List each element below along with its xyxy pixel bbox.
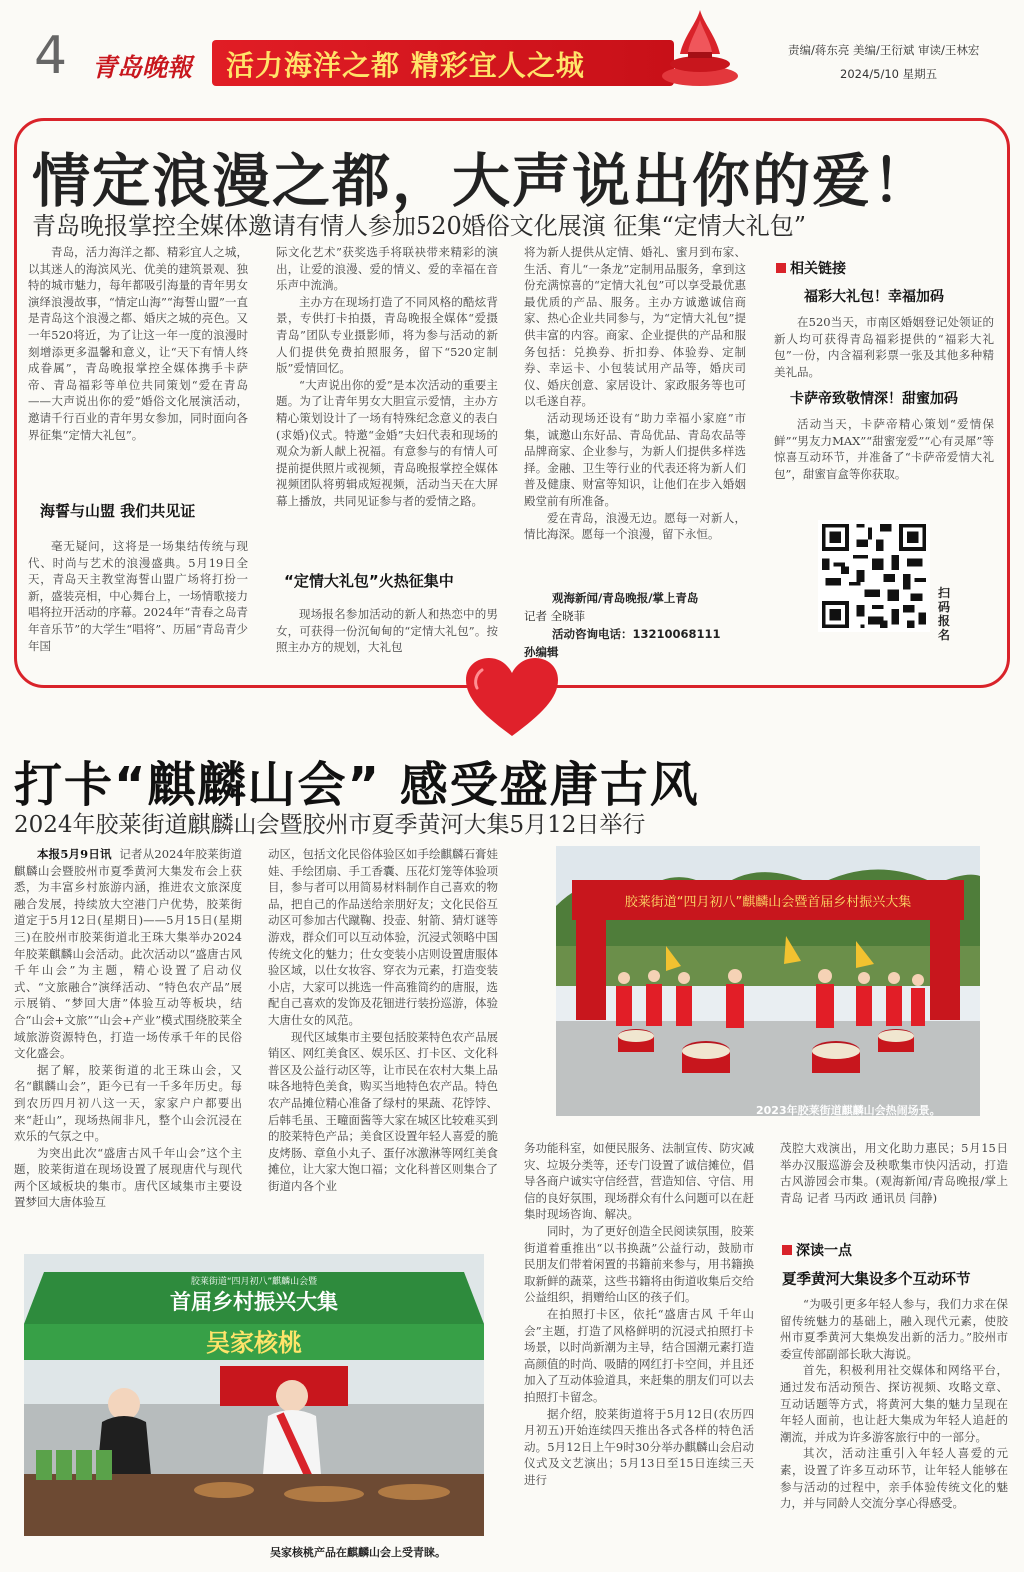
paragraph: 记者从2024年胶莱街道麒麟山会暨胶州市夏季黄河大集发布会上获悉，为丰富乡村旅游内涵，推进农文旅深度融合发展，持续放大空港门户优势，胶莱街道定于5月12日(星期日)——5月15日(星期三)在胶州市胶莱街道北王珠大集举办2024年胶莱麒麟山会活动。此次活动以“盛唐古风 千年山会”为主题，精心设置了启动仪式、“文旅融合”演绎活动、“特色农产品”展示展销、“梦回大唐”体验互动等板块，结合“山会+文旅”“山会+产业”模式围绕胶莱全域旅游资源特色，打造一场传承千年的民俗文化盛会。 [14, 847, 242, 1061]
paragraph: 现代区域集市主要包括胶莱特色农产品展销区、网红美食区、娱乐区、打卡区、文化科普区及公益行动区等，让市民在农村大集上品味各地特色美食，购买当地特色农产品。特色农产品摊位精心准备了绿村的果蔬、花饽饽、后韩毛虽、王疃面酱等大家在城区比较难买到的胶莱特色产品；美食区设置年轻人喜爱的脆皮烤肠、章鱼小丸子、蛋仔冰激淋等网红美食摊位，让大家大饱口福；文化科普区则集合了街道内各个业 [268, 1029, 498, 1193]
story1-subheadline: 青岛晚报掌控全媒体邀请有情人参加520婚俗文化展演 征集“定情大礼包” [32, 212, 806, 240]
paragraph: “大声说出你的爱”是本次活动的重要主题。为了让青年男女大胆宣示爱情，主办方精心策划设计了一场有特殊纪念意义的表白(求婚)仪式。特邀“金婚”夫妇代表和现场的观众为新人献上祝福。有意参与的有情人可提前提供照片或视频，青岛晚报掌控全媒体视频团队将剪辑成短视频，活动当天在大屏幕上播放，共同见证参与者的爱情之路。 [276, 377, 498, 508]
story1-subhead-b: “定情大礼包”火热征集中 [284, 572, 454, 590]
deep-read-title [782, 1240, 852, 1260]
paragraph: 活动现场还设有“助力幸福小家庭”市集，诚邀山东好品、青岛优品、青岛农品等品牌商家、企业参与，为新人们提供多样选择。金融、卫生等行业的代表还将为新人们普及健康、财富等知识，让他们在步入婚姻殿堂前有所准备。 [524, 410, 746, 508]
deep-read-body [780, 1296, 1008, 1558]
walnut-stall-image [24, 1254, 484, 1536]
sidebar-heading-2: 卡萨帝致敬情深！甜蜜加码 [790, 391, 958, 407]
story1-source: 观海新闻/青岛晚报/掌上青岛 [552, 591, 699, 605]
paragraph: 主办方在现场打造了不同风格的酷炫背景，专供打卡拍摄，青岛晚报全媒体“爱摄青岛”团队专业摄影师，将为参与活动的新人们提供免费拍照服务，留下“520定制版”爱情回忆。 [276, 294, 498, 376]
story1-col2-top [276, 244, 498, 562]
paragraph: 爱在青岛，浪漫无边。愿每一对新人，情比海深。愿每一个浪漫，留下永恒。 [524, 510, 746, 542]
paragraph: 活动当天，卡萨帝精心策划“爱情保鲜”“男友力MAX”“甜蜜宠爱”“心有灵犀”等惊喜互动环节，并准备了“卡萨帝爱情大礼包”，甜蜜盲盒等你获取。 [774, 417, 994, 481]
paragraph: “为吸引更多年轻人参与，我们力求在保留传统魅力的基础上，融入现代元素，使胶州市夏季黄河大集焕发出新的活力。”胶州市委宣传部副部长耿大海说。 [780, 1297, 1008, 1361]
red-square-icon [776, 263, 786, 273]
story2-col2 [268, 846, 498, 1248]
paragraph: 同时，为了更好创造全民阅读氛围，胶莱街道着重推出“以书换蔬”公益行动，鼓励市民朋友们带着闲置的书籍前来参与，用书籍换取新鲜的蔬菜，这些书籍将由街道收集后交给公益组织，捐赠给山区的孩子们。 [524, 1223, 754, 1305]
paragraph: 其次，活动注重引入年轻人喜爱的元素，设置了许多互动环节，让年轻人能够在参与活动的过程中，亲手体验传统文化的魅力，并与同龄人交流分享心得感受。 [780, 1446, 1008, 1511]
story1-col1-body [28, 538, 248, 658]
scan-to-register-label: 扫码报名 [938, 586, 951, 642]
dateline: 本报5月9日讯 [37, 847, 112, 861]
tower-logo-icon [660, 6, 740, 90]
paragraph: 茂腔大戏演出，用文化助力惠民；5月15日举办汉服巡游会及秧歌集市快闪活动，打造古风游园会市集。(观海新闻/青岛晚报/掌上青岛 记者 马丙政 通讯员 闫静) [780, 1141, 1008, 1205]
paragraph: 为突出此次“盛唐古风千年山会”这个主题，胶莱街道在现场设置了展现唐代与现代两个区域板块的集市。唐代区域集市主要设置梦回大唐体验互 [14, 1145, 242, 1210]
paragraph: 首先，积极利用社交媒体和网络平台，通过发布活动预告、探访视频、攻略文章、互动话题等方式，将黄河大集的魅力呈现在年轻人面前，也让赶大集成为年轻人追赶的潮流，并成为许多游客旅行中的一部分。 [780, 1363, 1008, 1444]
qr-code-icon[interactable] [818, 520, 930, 632]
story1-col2-bottom [276, 606, 498, 658]
story1-editor: 孙编辑 [524, 645, 559, 659]
masthead [0, 0, 1024, 108]
story1-reporter: 记者 全晓菲 [524, 609, 586, 623]
paragraph: 现场报名参加活动的新人和热恋中的男女，可获得一份沉甸甸的“定情大礼包”。按照主办方的规划，大礼包 [276, 607, 498, 655]
paragraph: 据了解，胶莱街道的北王珠山会，又名“麒麟山会”，距今已有一千多年历史。每到农历四月初八这一天，家家户户都要出来“赶山”，现场热闹非凡，整个山会沉浸在欢乐的气氛之中。 [14, 1062, 242, 1144]
deep-read-title-text: 深读一点 [796, 1243, 852, 1259]
story1-headline: 情定浪漫之都，大声说出你的爱！ [32, 147, 933, 215]
paragraph: 际文化艺术”获奖选手将联袂带来精彩的演出，让爱的浪漫、爱的情义、爱的幸福在音乐声中流淌。 [276, 245, 498, 293]
editor-credits: 责编/蒋东亮 美编/王衍斌 审读/王林宏 [788, 43, 980, 57]
tent-brand-text: 吴家核桃 [206, 1329, 302, 1357]
tent-banner-text: 首届乡村振兴大集 [170, 1290, 338, 1314]
heart-icon [462, 656, 562, 740]
story2-col4 [780, 1140, 1008, 1206]
paragraph: 据介绍，胶莱街道将于5月12日(农历四月初五)开始连续四天推出各式各样的特色活动。5月12日上午9时30分举办麒麟山会启动仪式及文艺演出；5月13日至15日连续三天进行 [524, 1406, 754, 1487]
story2-col3 [524, 1140, 754, 1556]
arch-banner-text: 胶莱街道“四月初八”麒麟山会暨首届乡村振兴大集 [624, 895, 912, 910]
publication-date: 2024/5/10 星期五 [840, 67, 938, 81]
sidebar-heading-1: 福彩大礼包！幸福加码 [804, 289, 944, 305]
story2-headline: 打卡“麒麟山会” 感受盛唐古风 [14, 757, 700, 813]
paragraph: 青岛，活力海洋之都、精彩宜人之城，以其迷人的海滨风光、优美的建筑景观、独特的城市魅力，每年都吸引海量的青年男女演绎浪漫故事，“情定山海”“海誓山盟”一直是青岛这个浪漫之都、婚庆之城的亮色。又一年520将近，为了让这一年一度的浪漫时刻增添更多温馨和意义，让“天下有情人终成眷属”，青岛晚报掌控全媒体携手卡萨帝、青岛福彩等单位共同策划“爱在青岛——大声说出你的爱”婚俗文化展演活动，邀请千行百业的青年男女参加，同时面向各界征集“定情大礼包”。 [28, 245, 248, 442]
story2-subheadline: 2024年胶莱街道麒麟山会暨胶州市夏季黄河大集5月12日举行 [14, 812, 646, 838]
paragraph: 将为新人提供从定情、婚礼、蜜月到布家、生活、育儿“一条龙”定制用品服务，拿到这份充满惊喜的“定情大礼包”可以享受最优惠最优质的产品、服务。主办方诚邀诚信商家、热心企业共同参与，为“定情大礼包”提供丰富的内容。商家、企业提供的产品和服务包括：兑换券、折扣券、体验券、定制券、幸运卡、小包装试用产品等，婚庆司仪、婚庆创意、家居设计、家政服务等也可以毛遂自荐。 [524, 245, 746, 409]
story1-hotline: 活动咨询电话：13210068111 [552, 627, 721, 641]
sidebar-paragraph-1 [774, 314, 994, 380]
sidebar-title-text: 相关链接 [790, 261, 846, 277]
paragraph: 在520当天，市南区婚姻登记处领证的新人均可获得青岛福彩提供的“福彩大礼包”一份，内含福利彩票一张及其他多种精美礼品。 [774, 315, 994, 379]
sidebar-paragraph-2 [774, 416, 994, 500]
photo-walnut-stall [24, 1254, 484, 1536]
paragraph: 在拍照打卡区，依托“盛唐古风 千年山会”主题，打造了风格鲜明的沉浸式拍照打卡场景，以时尚新潮为主导，结合国潮元素打造高颜值的时尚、吸睛的网红打卡空间，并且还加入了互动体验道具，来赶集的朋友们可以去拍照打卡留念。 [524, 1306, 754, 1404]
festival-scene-image [556, 846, 980, 1116]
story1-subhead-a: 海誓与山盟 我们共见证 [40, 502, 196, 520]
paragraph: 动区，包括文化民俗体验区如手绘麒麟石膏娃娃、手绘团扇、手工香囊、压花灯笼等体验项目，参与者可以用简易材料制作自己喜欢的物品，把自己的作品送给亲朋好友；文化民俗互动区可参加古代蹴鞠、投壶、射箭、猜灯谜等游戏，群众们可以互动体验，沉浸式领略中国传统文化的魅力；仕女变装小店则设置唐服体验区域，以仕女妆容、穿衣为元素，打造变装小店，大家可以挑选一件高雅简约的唐服，选配自己喜欢的发饰及花钿进行装扮巡游，体验大唐仕女的风范。 [268, 847, 498, 1027]
photo2-caption: 吴家核桃产品在麒麟山会上受青睐。 [270, 1546, 446, 1559]
slogan-text: 活力海洋之都 精彩宜人之城 [226, 49, 585, 82]
story2-col1 [14, 846, 242, 1248]
story1-col3 [524, 244, 746, 586]
sidebar-title [776, 258, 846, 278]
paragraph: 毫无疑问，这将是一场集结传统与现代、时尚与艺术的浪漫盛典。5月19日全天，青岛天主教堂海誓山盟广场将打扮一新，盛装亮相，中心舞台上，一场情歌接力唱将拉开活动的序幕。2024年“青春之岛青年音乐节”的大学生“唱将”、历届“青岛青少年国 [28, 539, 248, 653]
paragraph: 务功能科室，如便民服务、法制宣传、防灾减灾、垃圾分类等，还专门设置了诚信摊位，倡导各商户诚实守信经营，营造知信、守信、用信的良好氛围，现场群众有什么问题可以在赶集时现场咨询、解决。 [524, 1141, 754, 1222]
story1-col1-intro [28, 244, 248, 492]
red-square-icon [782, 1245, 792, 1255]
tent-small-text: 胶莱街道“四月初八”麒麟山会暨 [190, 1277, 318, 1287]
photo-festival-scene [556, 846, 980, 1116]
deep-read-heading: 夏季黄河大集设多个互动环节 [782, 1272, 971, 1288]
photo1-caption: 2023年胶莱街道麒麟山会热闹场景。 [756, 1104, 941, 1117]
page-number: 4 [34, 26, 68, 86]
paper-logo: 青岛晚報 [92, 53, 193, 82]
